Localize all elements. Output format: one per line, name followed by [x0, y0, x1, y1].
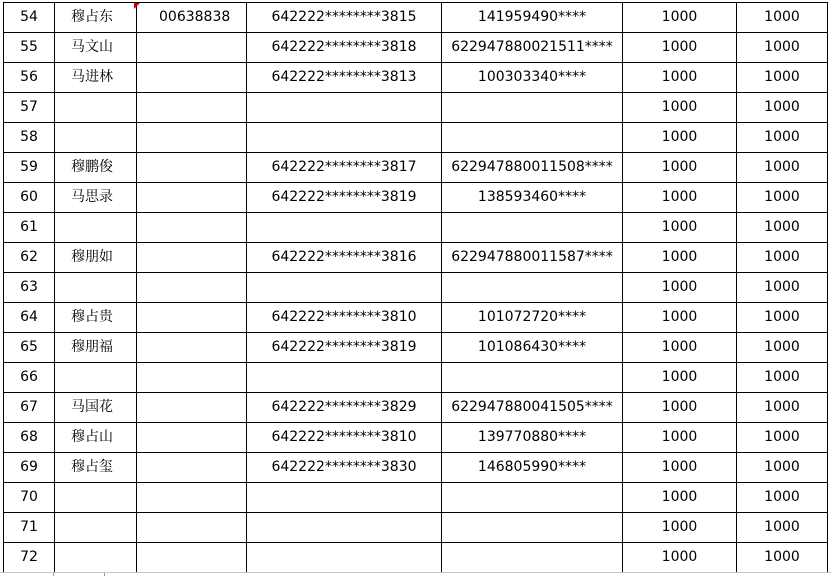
amount-cell[interactable]: 1000 [737, 393, 828, 423]
account-number-cell[interactable] [442, 213, 623, 243]
name-cell[interactable] [55, 273, 137, 303]
row-number-cell[interactable]: 57 [4, 93, 55, 123]
id-number-cell[interactable]: 642222********3815 [247, 3, 442, 33]
account-number-cell[interactable]: 622947880011587**** [442, 243, 623, 273]
amount-cell[interactable]: 1000 [623, 393, 737, 423]
row-number-cell[interactable]: 71 [4, 513, 55, 543]
id-number-cell[interactable]: 642222********3810 [247, 303, 442, 333]
name-cell[interactable]: 穆朋福 [55, 333, 137, 363]
row-number-cell[interactable]: 64 [4, 303, 55, 333]
amount-cell[interactable]: 1000 [623, 153, 737, 183]
amount-cell[interactable]: 1000 [623, 123, 737, 153]
code-cell[interactable] [137, 483, 247, 513]
code-cell[interactable] [137, 363, 247, 393]
id-number-cell[interactable] [247, 363, 442, 393]
table-row [4, 123, 828, 153]
amount-cell[interactable]: 1000 [737, 273, 828, 303]
name-cell[interactable] [55, 513, 137, 543]
row-number-cell[interactable]: 59 [4, 153, 55, 183]
code-cell[interactable] [137, 93, 247, 123]
table-row [4, 63, 828, 93]
name-cell[interactable]: 马思录 [55, 183, 137, 213]
amount-cell[interactable]: 1000 [623, 93, 737, 123]
table-row [4, 423, 828, 453]
table-row [4, 393, 828, 423]
account-number-cell[interactable]: 622947880011508**** [442, 153, 623, 183]
code-cell[interactable] [137, 153, 247, 183]
amount-cell[interactable]: 1000 [737, 543, 828, 573]
amount-cell[interactable]: 1000 [737, 183, 828, 213]
code-cell[interactable] [137, 183, 247, 213]
table-row [4, 483, 828, 513]
table-row [4, 273, 828, 303]
table-row [4, 213, 828, 243]
amount-cell[interactable]: 1000 [623, 183, 737, 213]
row-number-cell[interactable]: 67 [4, 393, 55, 423]
row-number-cell[interactable]: 56 [4, 63, 55, 93]
id-number-cell[interactable]: 642222********3829 [247, 393, 442, 423]
id-number-cell[interactable]: 642222********3830 [247, 453, 442, 483]
account-number-cell[interactable] [442, 93, 623, 123]
table-row [4, 183, 828, 213]
id-number-cell[interactable]: 642222********3816 [247, 243, 442, 273]
amount-cell[interactable]: 1000 [737, 303, 828, 333]
amount-cell[interactable]: 1000 [737, 63, 828, 93]
account-number-cell[interactable]: 138593460**** [442, 183, 623, 213]
spreadsheet-grid [3, 2, 828, 573]
row-number-cell[interactable]: 61 [4, 213, 55, 243]
id-number-cell[interactable]: 642222********3818 [247, 33, 442, 63]
name-cell[interactable]: 穆占东 [55, 3, 137, 33]
account-number-cell[interactable] [442, 273, 623, 303]
amount-cell[interactable]: 1000 [737, 513, 828, 543]
row-number-cell[interactable]: 70 [4, 483, 55, 513]
amount-cell[interactable]: 1000 [623, 483, 737, 513]
table-row [4, 453, 828, 483]
id-number-cell[interactable] [247, 93, 442, 123]
amount-cell[interactable]: 1000 [737, 33, 828, 63]
amount-cell[interactable]: 1000 [737, 423, 828, 453]
code-cell[interactable] [137, 213, 247, 243]
code-cell[interactable] [137, 453, 247, 483]
account-number-cell[interactable] [442, 543, 623, 573]
table-row [4, 3, 828, 33]
amount-cell[interactable]: 1000 [737, 333, 828, 363]
code-cell[interactable] [137, 393, 247, 423]
id-number-cell[interactable] [247, 213, 442, 243]
amount-cell[interactable]: 1000 [737, 453, 828, 483]
code-cell[interactable]: 00638838 [137, 3, 247, 33]
row-number-cell[interactable]: 68 [4, 423, 55, 453]
account-number-cell[interactable] [442, 123, 623, 153]
row-number-cell[interactable]: 69 [4, 453, 55, 483]
amount-cell[interactable]: 1000 [737, 153, 828, 183]
row-number-cell[interactable]: 65 [4, 333, 55, 363]
amount-cell[interactable]: 1000 [623, 33, 737, 63]
amount-cell[interactable]: 1000 [737, 213, 828, 243]
row-number-cell[interactable]: 72 [4, 543, 55, 573]
name-cell[interactable]: 穆占山 [55, 423, 137, 453]
code-cell[interactable] [137, 123, 247, 153]
name-cell[interactable] [55, 213, 137, 243]
amount-cell[interactable]: 1000 [623, 273, 737, 303]
table-row [4, 333, 828, 363]
name-cell[interactable] [55, 363, 137, 393]
id-number-cell[interactable]: 642222********3819 [247, 183, 442, 213]
id-number-cell[interactable]: 642222********3817 [247, 153, 442, 183]
table-row [4, 543, 828, 573]
amount-cell[interactable]: 1000 [623, 243, 737, 273]
code-cell[interactable] [137, 543, 247, 573]
amount-cell[interactable]: 1000 [623, 213, 737, 243]
account-number-cell[interactable]: 101072720**** [442, 303, 623, 333]
name-cell[interactable]: 穆占贵 [55, 303, 137, 333]
code-cell[interactable] [137, 333, 247, 363]
account-number-cell[interactable] [442, 513, 623, 543]
amount-cell[interactable]: 1000 [737, 483, 828, 513]
id-number-cell[interactable]: 642222********3810 [247, 423, 442, 453]
amount-cell[interactable]: 1000 [623, 543, 737, 573]
id-number-cell[interactable] [247, 543, 442, 573]
grid-bottom-edge [0, 572, 831, 576]
code-cell[interactable] [137, 513, 247, 543]
amount-cell[interactable]: 1000 [737, 3, 828, 33]
name-cell[interactable] [55, 93, 137, 123]
name-cell[interactable] [55, 123, 137, 153]
account-number-cell[interactable]: 146805990**** [442, 453, 623, 483]
code-cell[interactable] [137, 303, 247, 333]
id-number-cell[interactable] [247, 273, 442, 303]
amount-cell[interactable]: 1000 [737, 123, 828, 153]
account-number-cell[interactable]: 100303340**** [442, 63, 623, 93]
table-row [4, 513, 828, 543]
row-number-cell[interactable]: 63 [4, 273, 55, 303]
id-number-cell[interactable]: 642222********3819 [247, 333, 442, 363]
amount-cell[interactable]: 1000 [623, 363, 737, 393]
table-row [4, 153, 828, 183]
name-cell[interactable]: 马进林 [55, 63, 137, 93]
code-cell[interactable] [137, 273, 247, 303]
amount-cell[interactable]: 1000 [623, 423, 737, 453]
code-cell[interactable] [137, 33, 247, 63]
amount-cell[interactable]: 1000 [623, 3, 737, 33]
name-cell[interactable]: 马国花 [55, 393, 137, 423]
row-number-cell[interactable]: 66 [4, 363, 55, 393]
amount-cell[interactable]: 1000 [737, 93, 828, 123]
account-number-cell[interactable]: 622947880021511**** [442, 33, 623, 63]
table-row [4, 93, 828, 123]
amount-cell[interactable]: 1000 [737, 243, 828, 273]
id-number-cell[interactable]: 642222********3813 [247, 63, 442, 93]
code-cell[interactable] [137, 63, 247, 93]
account-number-cell[interactable]: 141959490**** [442, 3, 623, 33]
table-row [4, 33, 828, 63]
table-row [4, 363, 828, 393]
amount-cell[interactable]: 1000 [737, 363, 828, 393]
table-row [4, 303, 828, 333]
account-number-cell[interactable] [442, 363, 623, 393]
spreadsheet-body [4, 3, 828, 573]
name-cell[interactable]: 穆朋如 [55, 243, 137, 273]
account-number-cell[interactable]: 622947880041505**** [442, 393, 623, 423]
amount-cell[interactable]: 1000 [623, 303, 737, 333]
code-cell[interactable] [137, 243, 247, 273]
name-cell[interactable] [55, 543, 137, 573]
amount-cell[interactable]: 1000 [623, 63, 737, 93]
id-number-cell[interactable] [247, 123, 442, 153]
row-number-cell[interactable]: 54 [4, 3, 55, 33]
name-cell[interactable]: 穆占玺 [55, 453, 137, 483]
comment-indicator-icon[interactable] [134, 3, 140, 9]
row-number-cell[interactable]: 55 [4, 33, 55, 63]
amount-cell[interactable]: 1000 [623, 333, 737, 363]
account-number-cell[interactable] [442, 483, 623, 513]
id-number-cell[interactable] [247, 513, 442, 543]
row-number-cell[interactable]: 58 [4, 123, 55, 153]
code-cell[interactable] [137, 423, 247, 453]
table-row [4, 243, 828, 273]
account-number-cell[interactable]: 139770880**** [442, 423, 623, 453]
name-cell[interactable]: 马文山 [55, 33, 137, 63]
amount-cell[interactable]: 1000 [623, 513, 737, 543]
row-number-cell[interactable]: 62 [4, 243, 55, 273]
row-number-cell[interactable]: 60 [4, 183, 55, 213]
id-number-cell[interactable] [247, 483, 442, 513]
name-cell[interactable] [55, 483, 137, 513]
account-number-cell[interactable]: 101086430**** [442, 333, 623, 363]
amount-cell[interactable]: 1000 [623, 453, 737, 483]
name-cell[interactable]: 穆鹏俊 [55, 153, 137, 183]
